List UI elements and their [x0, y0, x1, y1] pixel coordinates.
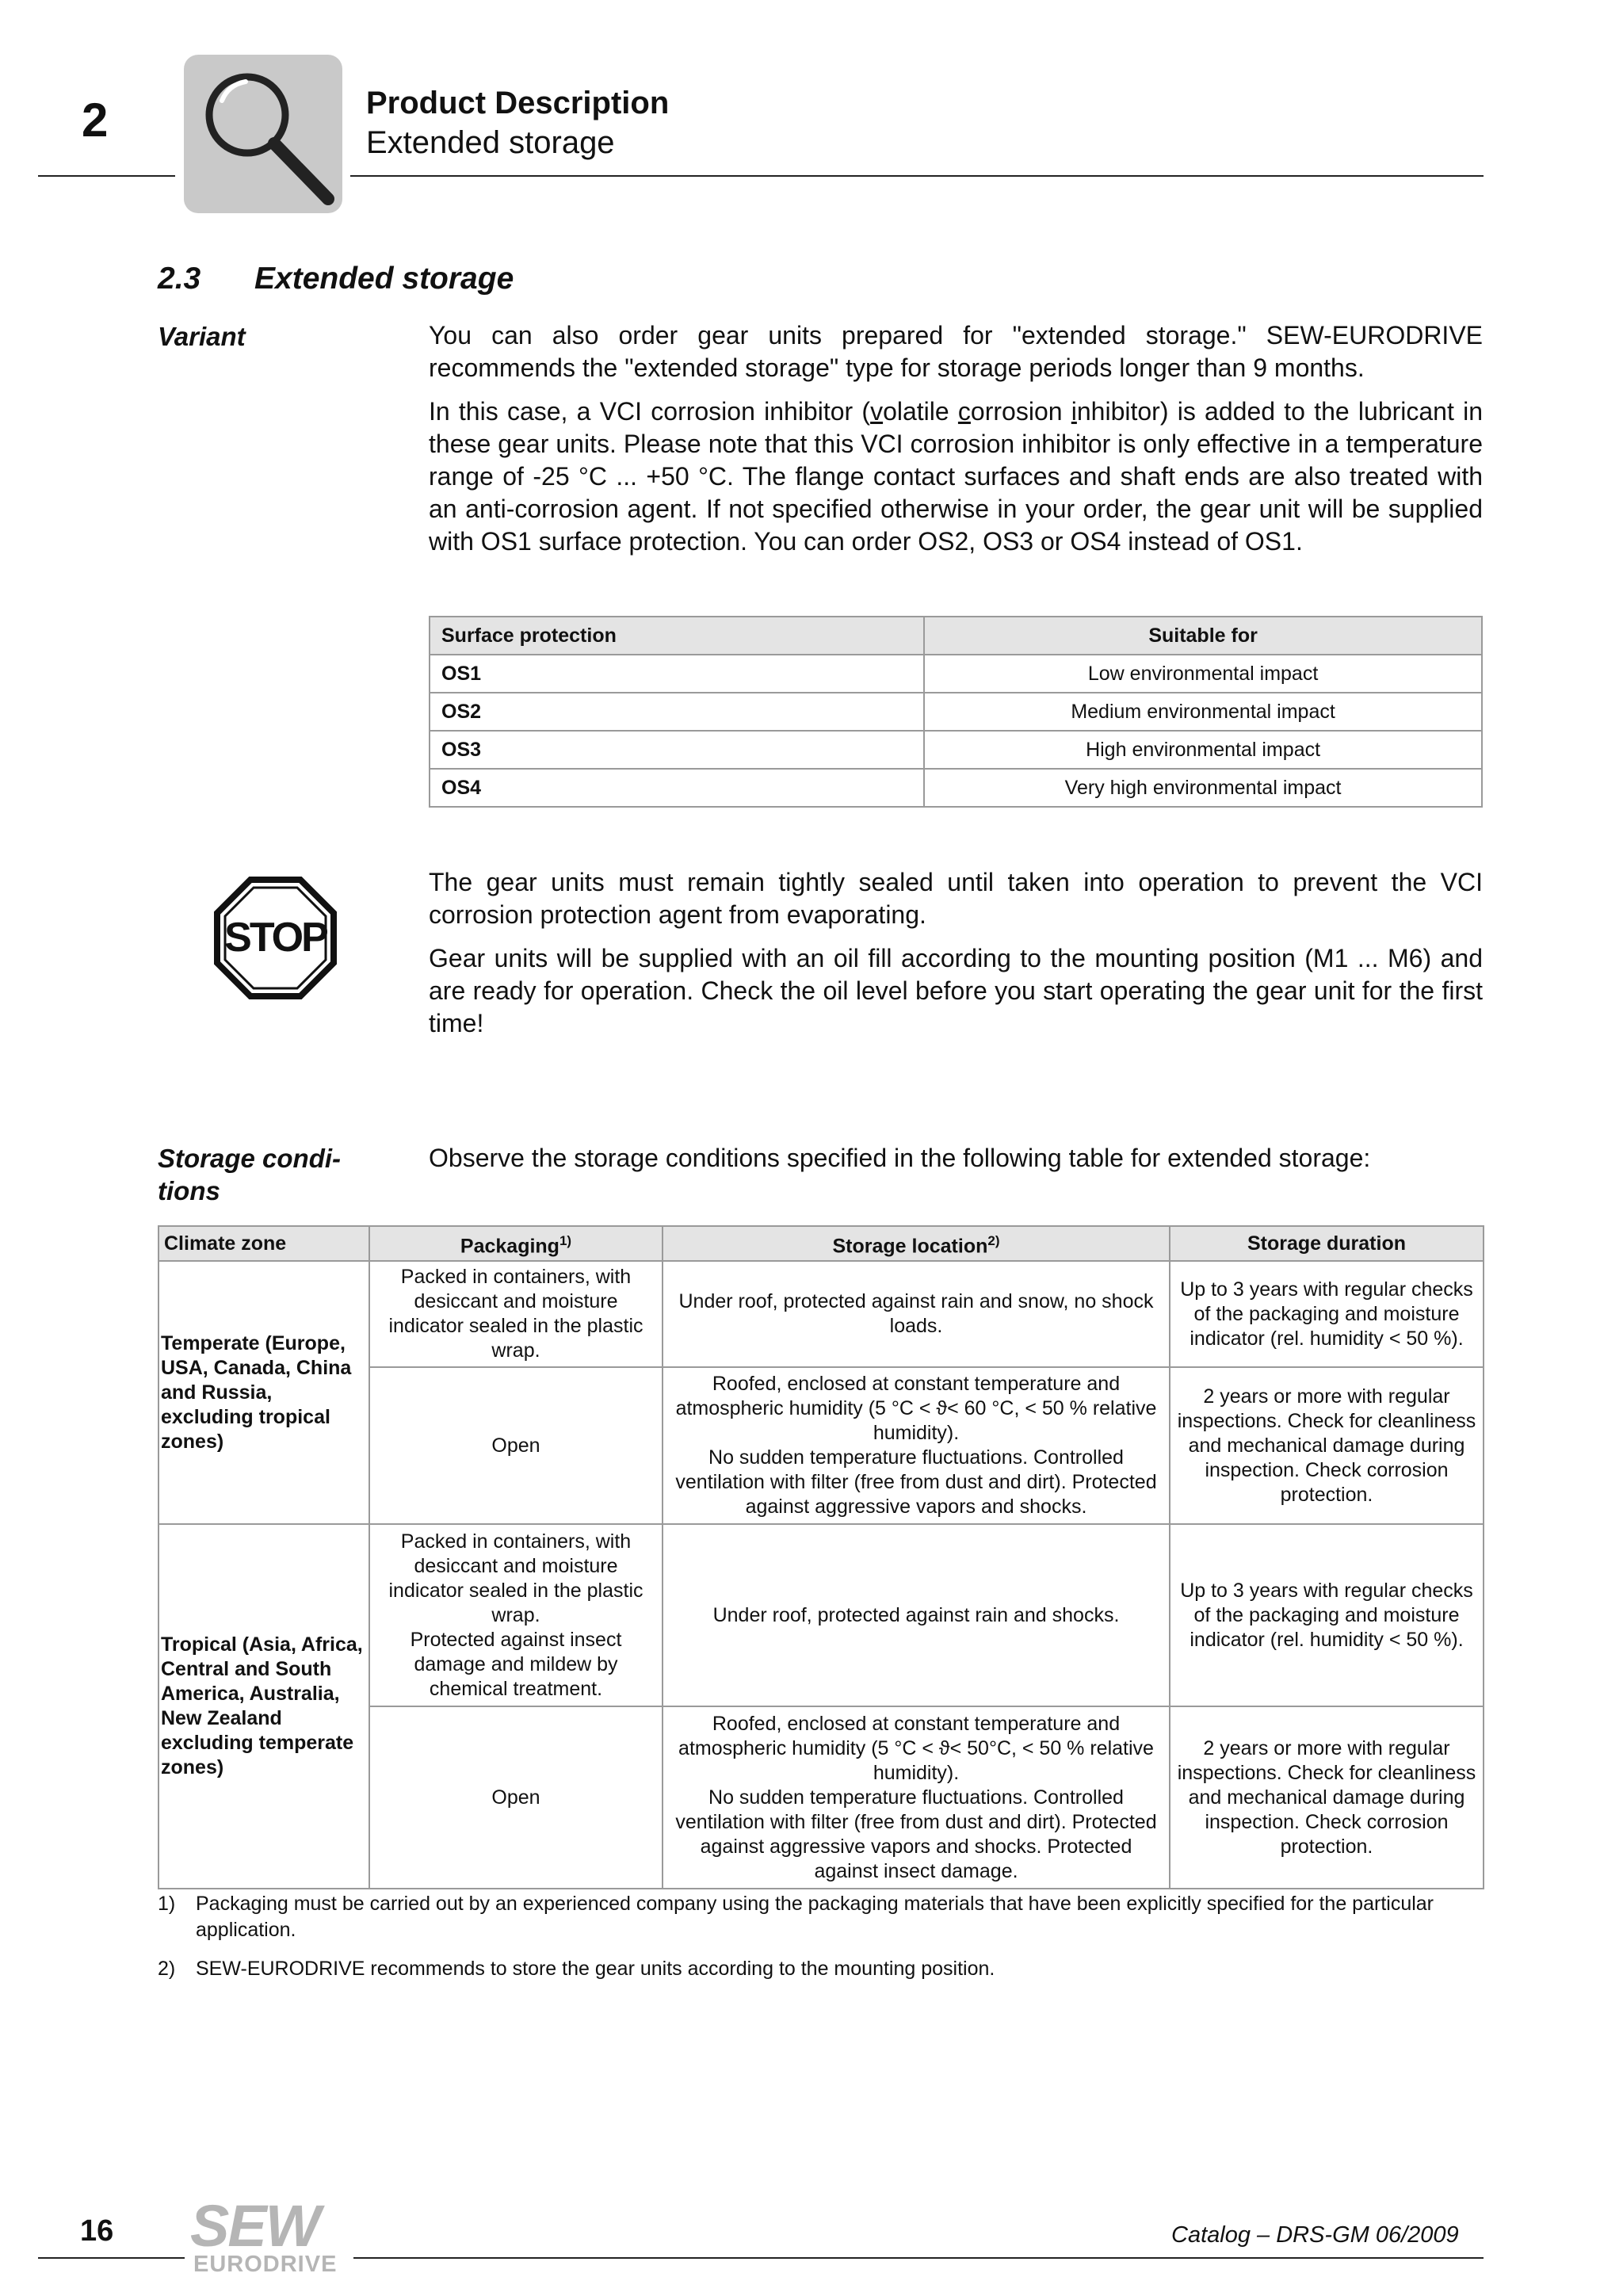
duration-cell: 2 years or more with regular inspections. Check for cleanliness and mechanical damage during inspection. Check corrosion protection. — [1170, 1367, 1484, 1524]
location-cell: Under roof, protected against rain and snow, no shock loads. — [663, 1261, 1170, 1367]
storage-intro: Observe the storage conditions specified in the following table for extended storage: — [429, 1144, 1371, 1172]
catalog-reference: Catalog – DRS-GM 06/2009 — [1171, 2222, 1459, 2248]
packaging-cell: Packed in containers, with desiccant and moisture indicator sealed in the plastic wrap. — [369, 1261, 663, 1367]
table-row — [158, 1524, 1484, 1706]
header-rule-right — [350, 175, 1484, 177]
chapter-icon-box — [184, 55, 342, 213]
duration-cell: Up to 3 years with regular checks of the packaging and moisture indicator (rel. humidity < 50 %). — [1170, 1261, 1484, 1367]
variant-paragraph-2: In this case, a VCI corrosion inhibitor (volatile corrosion inhibitor) is added to the lubricant in these gear units. Please note that this VCI corrosion inhibitor is only effective in a temperature range of -25 °C ... +50 °C. The flange contact surfaces and shaft ends are also treated with an anti-corrosion agent. If not specified otherwise in your order, the gear unit will be supplied with OS1 surface protection. You can order OS2, OS3 or OS4 instead of OS1. — [429, 397, 1484, 556]
stop-paragraph-2: Gear units will be supplied with an oil fill according to the mounting position (M1 ... M6) and are ready for operation. Check the oil level before you start operating the gear unit for the first time! — [429, 944, 1483, 1037]
column-header-duration: Storage duration — [1170, 1226, 1484, 1261]
stop-notice-text — [429, 866, 1483, 1051]
table-cell: OS2 — [430, 693, 924, 731]
footer-rule-right — [353, 2257, 1484, 2259]
svg-text:EURODRIVE: EURODRIVE — [193, 2252, 338, 2276]
table-header-row — [158, 1226, 1484, 1261]
magnifier-icon — [184, 55, 342, 213]
section-title — [158, 262, 514, 296]
header-subtitle: Extended storage — [366, 125, 615, 160]
table-row — [430, 769, 1482, 807]
stop-sign-icon — [214, 877, 337, 999]
variant-text — [429, 319, 1483, 569]
table-cell: High environmental impact — [924, 731, 1482, 769]
column-header-climate: Climate zone — [158, 1226, 369, 1261]
duration-cell: 2 years or more with regular inspections. Check for cleanliness and mechanical damage during inspection. Check corrosion protection. — [1170, 1706, 1484, 1889]
table-header-row — [430, 617, 1482, 655]
table-row — [158, 1261, 1484, 1367]
section-title-text: Extended storage — [254, 262, 514, 296]
table-cell: OS3 — [430, 731, 924, 769]
sew-eurodrive-logo — [187, 2197, 353, 2276]
page-number: 16 — [80, 2214, 114, 2248]
storage-label: Storage condi- tions — [158, 1144, 342, 1205]
table-cell: OS1 — [430, 655, 924, 693]
packaging-cell: Open — [369, 1706, 663, 1889]
packaging-cell: Packed in containers, with desiccant and moisture indicator sealed in the plastic wrap. Protected against insect damage and mildew by chemical treatment. — [369, 1524, 663, 1706]
climate-zone-cell: Tropical (Asia, Africa, Central and South America, Australia, New Zealand excluding temperate zones) — [158, 1524, 369, 1889]
table-row — [430, 693, 1482, 731]
location-cell: Under roof, protected against rain and shocks. — [663, 1524, 1170, 1706]
stop-sign-text: STOP — [224, 915, 327, 961]
table-cell: OS4 — [430, 769, 924, 807]
location-cell: Roofed, enclosed at constant temperature and atmospheric humidity (5 °C < ϑ< 50°C, < 50 % relative humidity). No sudden temperature fluctuations. Controlled ventilation with filter (free from dust and dirt). Protected against aggressive vapors and shocks. Protected against insect damage. — [663, 1706, 1170, 1889]
chapter-number: 2 — [82, 94, 109, 147]
variant-label: Variant — [158, 322, 246, 351]
table-cell: Medium environmental impact — [924, 693, 1482, 731]
surface-protection-table — [429, 616, 1483, 808]
variant-paragraph-1: You can also order gear units prepared for "extended storage." SEW-EURODRIVE recommends the "extended storage" type for storage periods longer than 9 months. — [429, 321, 1483, 382]
table-row — [430, 655, 1482, 693]
column-header-location: Storage location$^{2)}$ — [663, 1226, 1170, 1261]
table-cell: Low environmental impact — [924, 655, 1482, 693]
location-cell: Roofed, enclosed at constant temperature and atmospheric humidity (5 °C < ϑ< 60 °C, < 50 % relative humidity). No sudden temperature fluctuations. Controlled ventilation with filter (free from dust and dirt). Protected against aggressive vapors and shocks. — [663, 1367, 1170, 1524]
packaging-cell: Open — [369, 1367, 663, 1524]
column-header-packaging: Packaging$^{1)}$ — [369, 1226, 663, 1261]
column-header: Surface protection — [430, 617, 924, 655]
column-header: Suitable for — [924, 617, 1482, 655]
footnote-1: 1) Packaging must be carried out by an experienced company using the packaging materials that have been explicitly specified for the particular application. — [158, 1893, 1434, 1941]
stop-paragraph-1: The gear units must remain tightly sealed until taken into operation to prevent the VCI corrosion protection agent from evaporating. — [429, 868, 1483, 929]
header-title: Product Description — [366, 86, 670, 120]
storage-conditions-table — [158, 1225, 1484, 1889]
table-row — [430, 731, 1482, 769]
footnote-2: 2) SEW-EURODRIVE recommends to store the gear units according to the mounting position. — [158, 1958, 995, 1980]
header-rule-left — [38, 175, 175, 177]
table-cell: Very high environmental impact — [924, 769, 1482, 807]
section-number: 2.3 — [158, 262, 201, 296]
climate-zone-cell: Temperate (Europe, USA, Canada, China and Russia, excluding tropical zones) — [158, 1261, 369, 1524]
footer-rule-left — [38, 2257, 185, 2259]
svg-text:SEW: SEW — [190, 2197, 319, 2259]
duration-cell: Up to 3 years with regular checks of the packaging and moisture indicator (rel. humidity < 50 %). — [1170, 1524, 1484, 1706]
